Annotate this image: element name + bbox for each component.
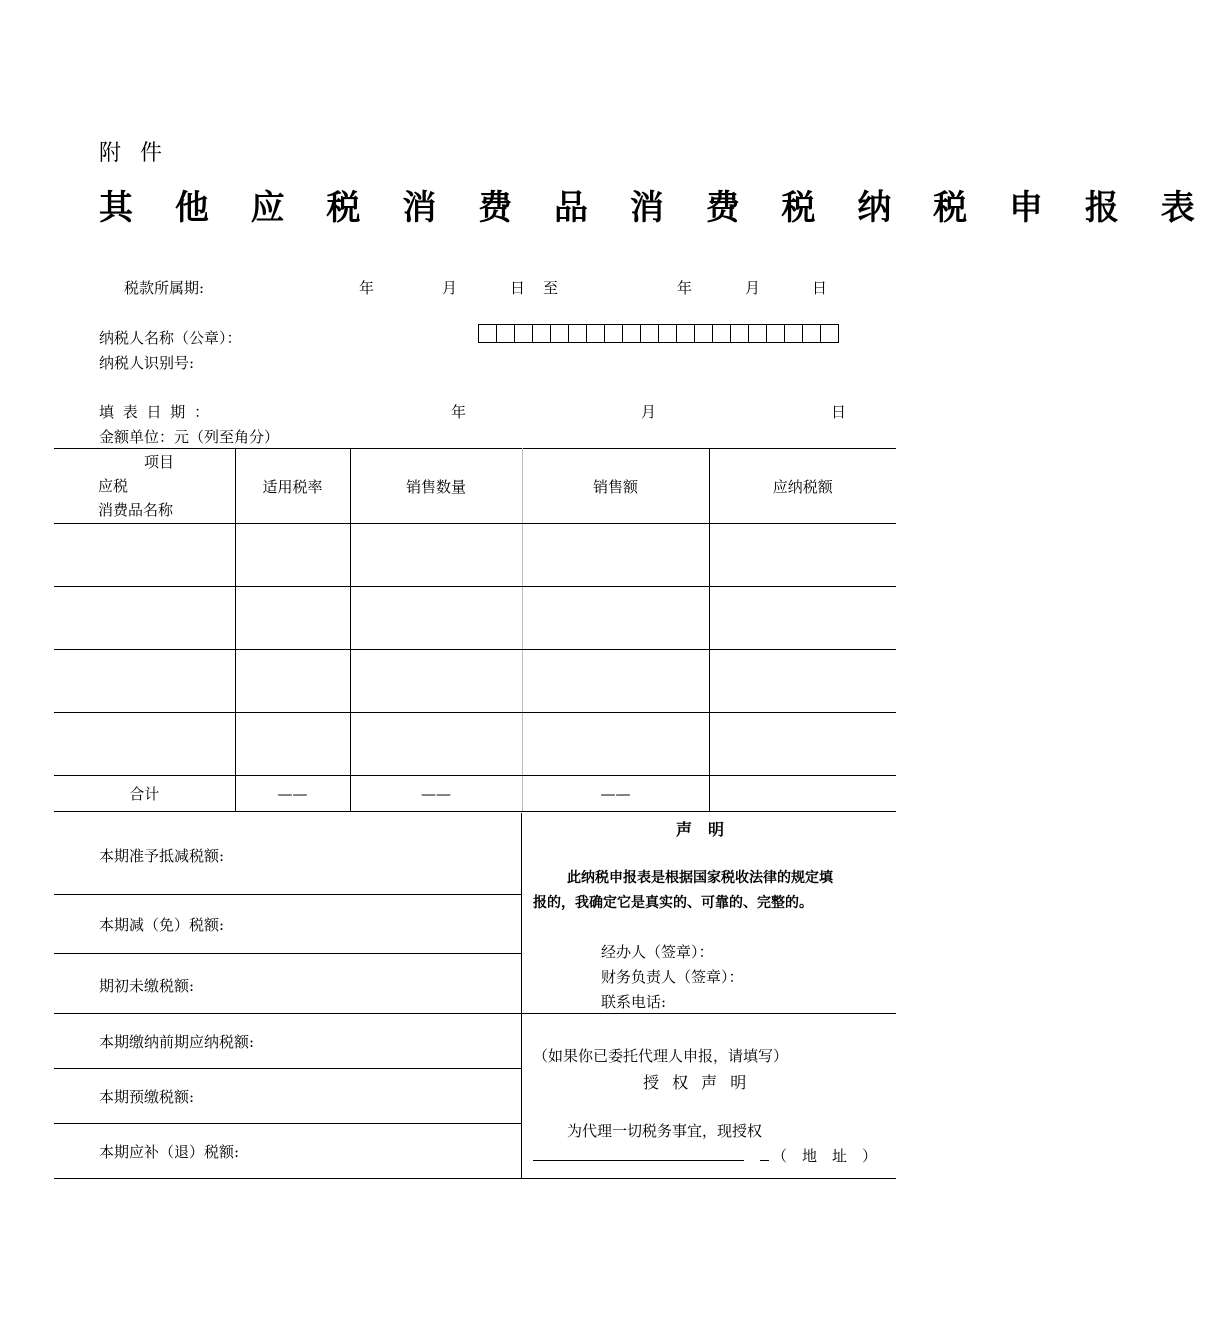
id-digit-box[interactable] bbox=[514, 324, 533, 343]
period-year-start: 年 bbox=[359, 279, 375, 297]
cell-sales[interactable] bbox=[522, 650, 709, 713]
cell-tax[interactable] bbox=[709, 650, 896, 713]
divider bbox=[54, 1178, 896, 1179]
fill-date-month: 月 bbox=[641, 403, 657, 421]
cell-rate[interactable] bbox=[235, 524, 350, 587]
cell-tax[interactable] bbox=[709, 587, 896, 650]
cell-rate[interactable] bbox=[235, 587, 350, 650]
cell-quantity[interactable] bbox=[350, 713, 522, 776]
id-digit-box[interactable] bbox=[694, 324, 713, 343]
col-tax-rate: 适用税率 bbox=[235, 449, 350, 524]
agent-name-line[interactable] bbox=[533, 1160, 744, 1161]
divider bbox=[54, 1068, 521, 1069]
cell-quantity[interactable] bbox=[350, 587, 522, 650]
fill-date-day: 日 bbox=[831, 403, 847, 421]
agent-name-line-tail bbox=[760, 1160, 769, 1161]
deductible-tax-label: 本期准予抵减税额: bbox=[99, 847, 225, 865]
cell-rate[interactable] bbox=[235, 650, 350, 713]
table-header-row bbox=[54, 449, 896, 524]
cell-quantity[interactable] bbox=[350, 650, 522, 713]
attachment-label: 附 件 bbox=[99, 141, 168, 166]
id-digit-box[interactable] bbox=[586, 324, 605, 343]
prepaid-tax-label: 本期预缴税额: bbox=[99, 1088, 195, 1106]
supplement-refund-label: 本期应补（退）税额: bbox=[99, 1143, 240, 1161]
id-digit-box[interactable] bbox=[766, 324, 785, 343]
divider bbox=[54, 1123, 521, 1124]
id-digit-box[interactable] bbox=[676, 324, 695, 343]
declaration-title: 声 明 bbox=[676, 820, 725, 839]
id-digit-box[interactable] bbox=[550, 324, 569, 343]
header-item: 项目 bbox=[144, 453, 175, 471]
id-digit-box[interactable] bbox=[712, 324, 731, 343]
item-header-cell bbox=[54, 449, 235, 524]
fill-date-label: 填 表 日 期 ： bbox=[99, 403, 212, 421]
period-day-end: 日 bbox=[812, 279, 828, 297]
unpaid-opening-label: 期初未缴税额: bbox=[99, 977, 195, 995]
id-digit-box[interactable] bbox=[640, 324, 659, 343]
total-sales-dash: —— bbox=[522, 776, 709, 812]
table-row[interactable] bbox=[54, 524, 896, 587]
cell-rate[interactable] bbox=[235, 713, 350, 776]
cell-tax[interactable] bbox=[709, 524, 896, 587]
handler-signature[interactable]: 经办人（签章）： bbox=[601, 943, 714, 961]
divider bbox=[54, 953, 521, 954]
table-row[interactable] bbox=[54, 650, 896, 713]
id-digit-box[interactable] bbox=[784, 324, 803, 343]
cell-sales[interactable] bbox=[522, 713, 709, 776]
taxpayer-id-label: 纳税人识别号: bbox=[99, 354, 195, 372]
divider bbox=[54, 894, 521, 895]
col-sales-amount: 销售额 bbox=[522, 449, 709, 524]
id-digit-box[interactable] bbox=[568, 324, 587, 343]
cell-product[interactable] bbox=[54, 587, 235, 650]
taxpayer-name-label: 纳税人名称（公章）： bbox=[99, 329, 242, 347]
cell-sales[interactable] bbox=[522, 524, 709, 587]
id-digit-box[interactable] bbox=[748, 324, 767, 343]
finance-signature[interactable]: 财务负责人（签章）： bbox=[601, 968, 744, 986]
amount-unit: 金额单位：元（列至角分） bbox=[99, 428, 280, 446]
total-quantity-dash: —— bbox=[350, 776, 522, 812]
col-sales-quantity: 销售数量 bbox=[350, 449, 522, 524]
header-name: 消费品名称 bbox=[98, 501, 174, 519]
period-month-start: 月 bbox=[442, 279, 458, 297]
declaration-text-2: 报的，我确定它是真实的、可靠的、完整的。 bbox=[533, 895, 813, 911]
cell-product[interactable] bbox=[54, 650, 235, 713]
total-tax-cell[interactable] bbox=[709, 776, 896, 812]
period-month-end: 月 bbox=[745, 279, 761, 297]
period-to: 至 bbox=[543, 279, 559, 297]
header-tax: 应税 bbox=[98, 477, 129, 495]
total-rate-dash: —— bbox=[235, 776, 350, 812]
id-digit-box[interactable] bbox=[658, 324, 677, 343]
authorization-note: （如果你已委托代理人申报，请填写） bbox=[533, 1047, 789, 1065]
authorization-address: （ 地 址 ） bbox=[772, 1147, 878, 1165]
period-label: 税款所属期: bbox=[124, 279, 205, 297]
id-digit-box[interactable] bbox=[478, 324, 497, 343]
id-digit-box[interactable] bbox=[802, 324, 821, 343]
cell-sales[interactable] bbox=[522, 587, 709, 650]
reduced-tax-label: 本期减（免）税额: bbox=[99, 916, 225, 934]
id-digit-box[interactable] bbox=[622, 324, 641, 343]
fill-date-year: 年 bbox=[451, 403, 467, 421]
cell-product[interactable] bbox=[54, 713, 235, 776]
bottom-section bbox=[54, 813, 896, 1178]
prior-paid-label: 本期缴纳前期应纳税额: bbox=[99, 1033, 255, 1051]
form-title: 其 他 应 税 消 费 品 消 费 税 纳 税 申 报 表 bbox=[99, 188, 1210, 228]
table-row[interactable] bbox=[54, 587, 896, 650]
col-tax-payable: 应纳税额 bbox=[709, 449, 896, 524]
id-digit-box[interactable] bbox=[496, 324, 515, 343]
divider bbox=[54, 1013, 896, 1014]
table-row[interactable] bbox=[54, 713, 896, 776]
id-digit-box[interactable] bbox=[532, 324, 551, 343]
cell-product[interactable] bbox=[54, 524, 235, 587]
bottom-divider bbox=[521, 813, 522, 1178]
declaration-text-1: 此纳税申报表是根据国家税收法律的规定填 bbox=[567, 870, 833, 886]
cell-tax[interactable] bbox=[709, 713, 896, 776]
total-label: 合计 bbox=[54, 776, 235, 812]
period-day-start: 日 bbox=[510, 279, 526, 297]
contact-phone[interactable]: 联系电话: bbox=[601, 993, 667, 1011]
taxpayer-id-boxes[interactable] bbox=[478, 324, 839, 343]
authorization-text: 为代理一切税务事宜，现授权 bbox=[567, 1122, 763, 1140]
id-digit-box[interactable] bbox=[730, 324, 749, 343]
id-digit-box[interactable] bbox=[604, 324, 623, 343]
tax-table bbox=[54, 448, 896, 812]
id-digit-box[interactable] bbox=[820, 324, 839, 343]
total-row bbox=[54, 776, 896, 812]
cell-quantity[interactable] bbox=[350, 524, 522, 587]
period-year-end: 年 bbox=[677, 279, 693, 297]
authorization-title: 授 权 声 明 bbox=[643, 1073, 751, 1092]
